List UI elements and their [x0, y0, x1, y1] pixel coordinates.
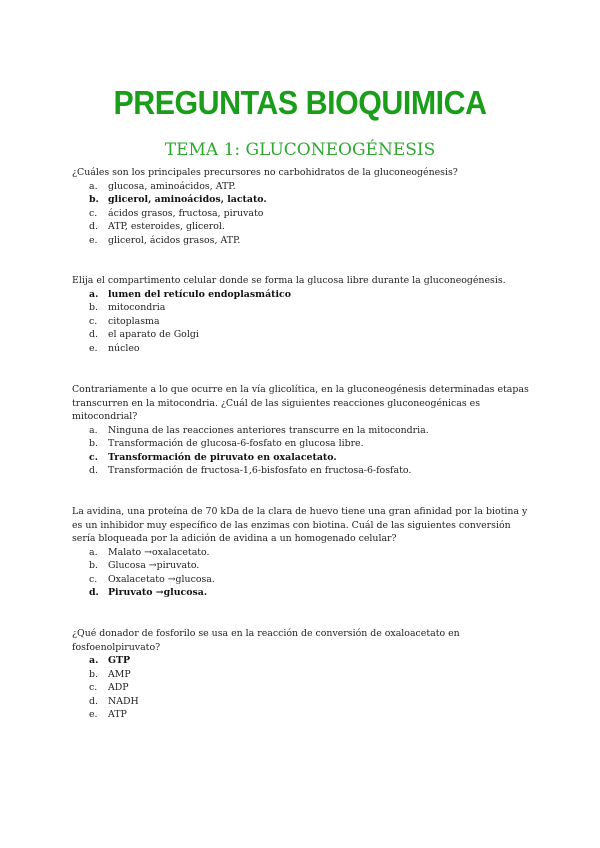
options-list [72, 424, 532, 478]
option-letter: a. [89, 424, 98, 436]
option-e [72, 342, 532, 356]
option-text: glucosa, aminoácidos, ATP. [108, 180, 236, 192]
question-2 [72, 274, 532, 355]
option-letter: a. [89, 655, 99, 666]
option-letter: a. [89, 546, 98, 558]
option-letter: a. [89, 288, 99, 300]
option-b [72, 301, 532, 315]
option-letter: e. [89, 709, 98, 721]
option-a [72, 546, 532, 560]
option-c [72, 315, 532, 329]
question-5 [72, 627, 532, 722]
question-4 [72, 505, 532, 600]
option-letter: d. [89, 329, 98, 341]
option-a-correct [72, 654, 532, 668]
option-text: Piruvato →glucosa. [108, 587, 208, 599]
option-letter: d. [89, 695, 98, 707]
option-a-correct [72, 288, 532, 302]
option-text: lumen del retículo endoplasmático [108, 288, 291, 300]
option-text: citoplasma [108, 315, 160, 327]
option-a [72, 180, 532, 194]
option-text: AMP [108, 668, 131, 680]
option-letter: b. [89, 560, 98, 572]
option-letter: d. [89, 587, 99, 599]
option-text: ácidos grasos, fructosa, piruvato [108, 207, 264, 219]
option-text: mitocondria [108, 302, 166, 314]
question-text: Contrariamente a lo que ocurre en la vía glicolítica, en la gluconeogénesis determinadas etapas transcurren en la mitocondria. ¿Cuál de las siguientes reacciones gluconeogénicas es mitocondrial? [72, 384, 529, 422]
option-d [72, 328, 532, 342]
option-text: Oxalacetato →glucosa. [108, 573, 215, 585]
option-text: Ninguna de las reacciones anteriores transcurre en la mitocondria. [108, 424, 429, 436]
option-a [72, 424, 532, 438]
option-text: Malato →oxalacetato. [108, 546, 210, 558]
option-text: ADP [108, 682, 129, 694]
question-text: Elija el compartimento celular donde se forma la glucosa libre durante la gluconeogénesis. [72, 275, 506, 286]
options-list [72, 288, 532, 356]
option-letter: c. [89, 451, 98, 463]
option-text: glicerol, aminoácidos, lactato. [108, 194, 267, 206]
option-text: GTP [108, 655, 131, 666]
option-b [72, 437, 532, 451]
question-text: ¿Qué donador de fosforilo se usa en la reacción de conversión de oxaloacetato en fosfoenolpiruvato? [72, 628, 460, 653]
page-subtitle: TEMA 1: GLUCONEOGÉNESIS [164, 140, 436, 160]
option-text: glicerol, ácidos grasos, ATP. [108, 234, 241, 246]
option-text: Transformación de glucosa-6-fosfato en glucosa libre. [108, 438, 364, 450]
option-d [72, 220, 532, 234]
option-text: el aparato de Golgi [108, 329, 199, 341]
option-text: ATP, esteroides, glicerol. [108, 221, 225, 233]
option-b-correct [72, 193, 532, 207]
question-text: ¿Cuáles son los principales precursores no carbohidratos de la gluconeogénesis? [72, 167, 458, 178]
options-list [72, 654, 532, 722]
option-letter: e. [89, 234, 98, 246]
option-text: Transformación de fructosa-1,6-bisfosfato en fructosa-6-fosfato. [108, 465, 412, 477]
question-text: La avidina, una proteína de 70 kDa de la clara de huevo tiene una gran afinidad por la biotina y es un inhibidor muy específico de las enzimas con biotina. Cuál de las siguientes conversión sería bloqueada por la adición de avidina a un homogenado celular? [72, 506, 528, 544]
option-d-correct [72, 586, 532, 600]
option-letter: b. [89, 194, 99, 206]
option-c [72, 573, 532, 587]
option-text: Glucosa →piruvato. [108, 560, 200, 572]
option-b [72, 668, 532, 682]
option-e [72, 708, 532, 722]
option-text: núcleo [108, 342, 140, 354]
options-list [72, 546, 532, 600]
page-title: PREGUNTAS BIOQUIMICA [113, 84, 487, 121]
option-b [72, 559, 532, 573]
option-letter: d. [89, 465, 98, 477]
option-c-correct [72, 451, 532, 465]
option-letter: b. [89, 668, 98, 680]
option-c [72, 207, 532, 221]
option-letter: b. [89, 438, 98, 450]
question-3 [72, 383, 532, 478]
question-1 [72, 166, 532, 247]
option-letter: c. [89, 207, 98, 219]
option-letter: c. [89, 573, 98, 585]
option-text: ATP [108, 709, 127, 721]
option-letter: c. [89, 315, 98, 327]
option-d [72, 695, 532, 709]
options-list [72, 180, 532, 248]
option-c [72, 681, 532, 695]
option-letter: e. [89, 342, 98, 354]
option-letter: d. [89, 221, 98, 233]
option-text: Transformación de piruvato en oxalacetato. [108, 451, 337, 463]
option-e [72, 234, 532, 248]
option-letter: c. [89, 682, 98, 694]
option-letter: a. [89, 180, 98, 192]
option-d [72, 464, 532, 478]
option-letter: b. [89, 302, 98, 314]
option-text: NADH [108, 695, 139, 707]
